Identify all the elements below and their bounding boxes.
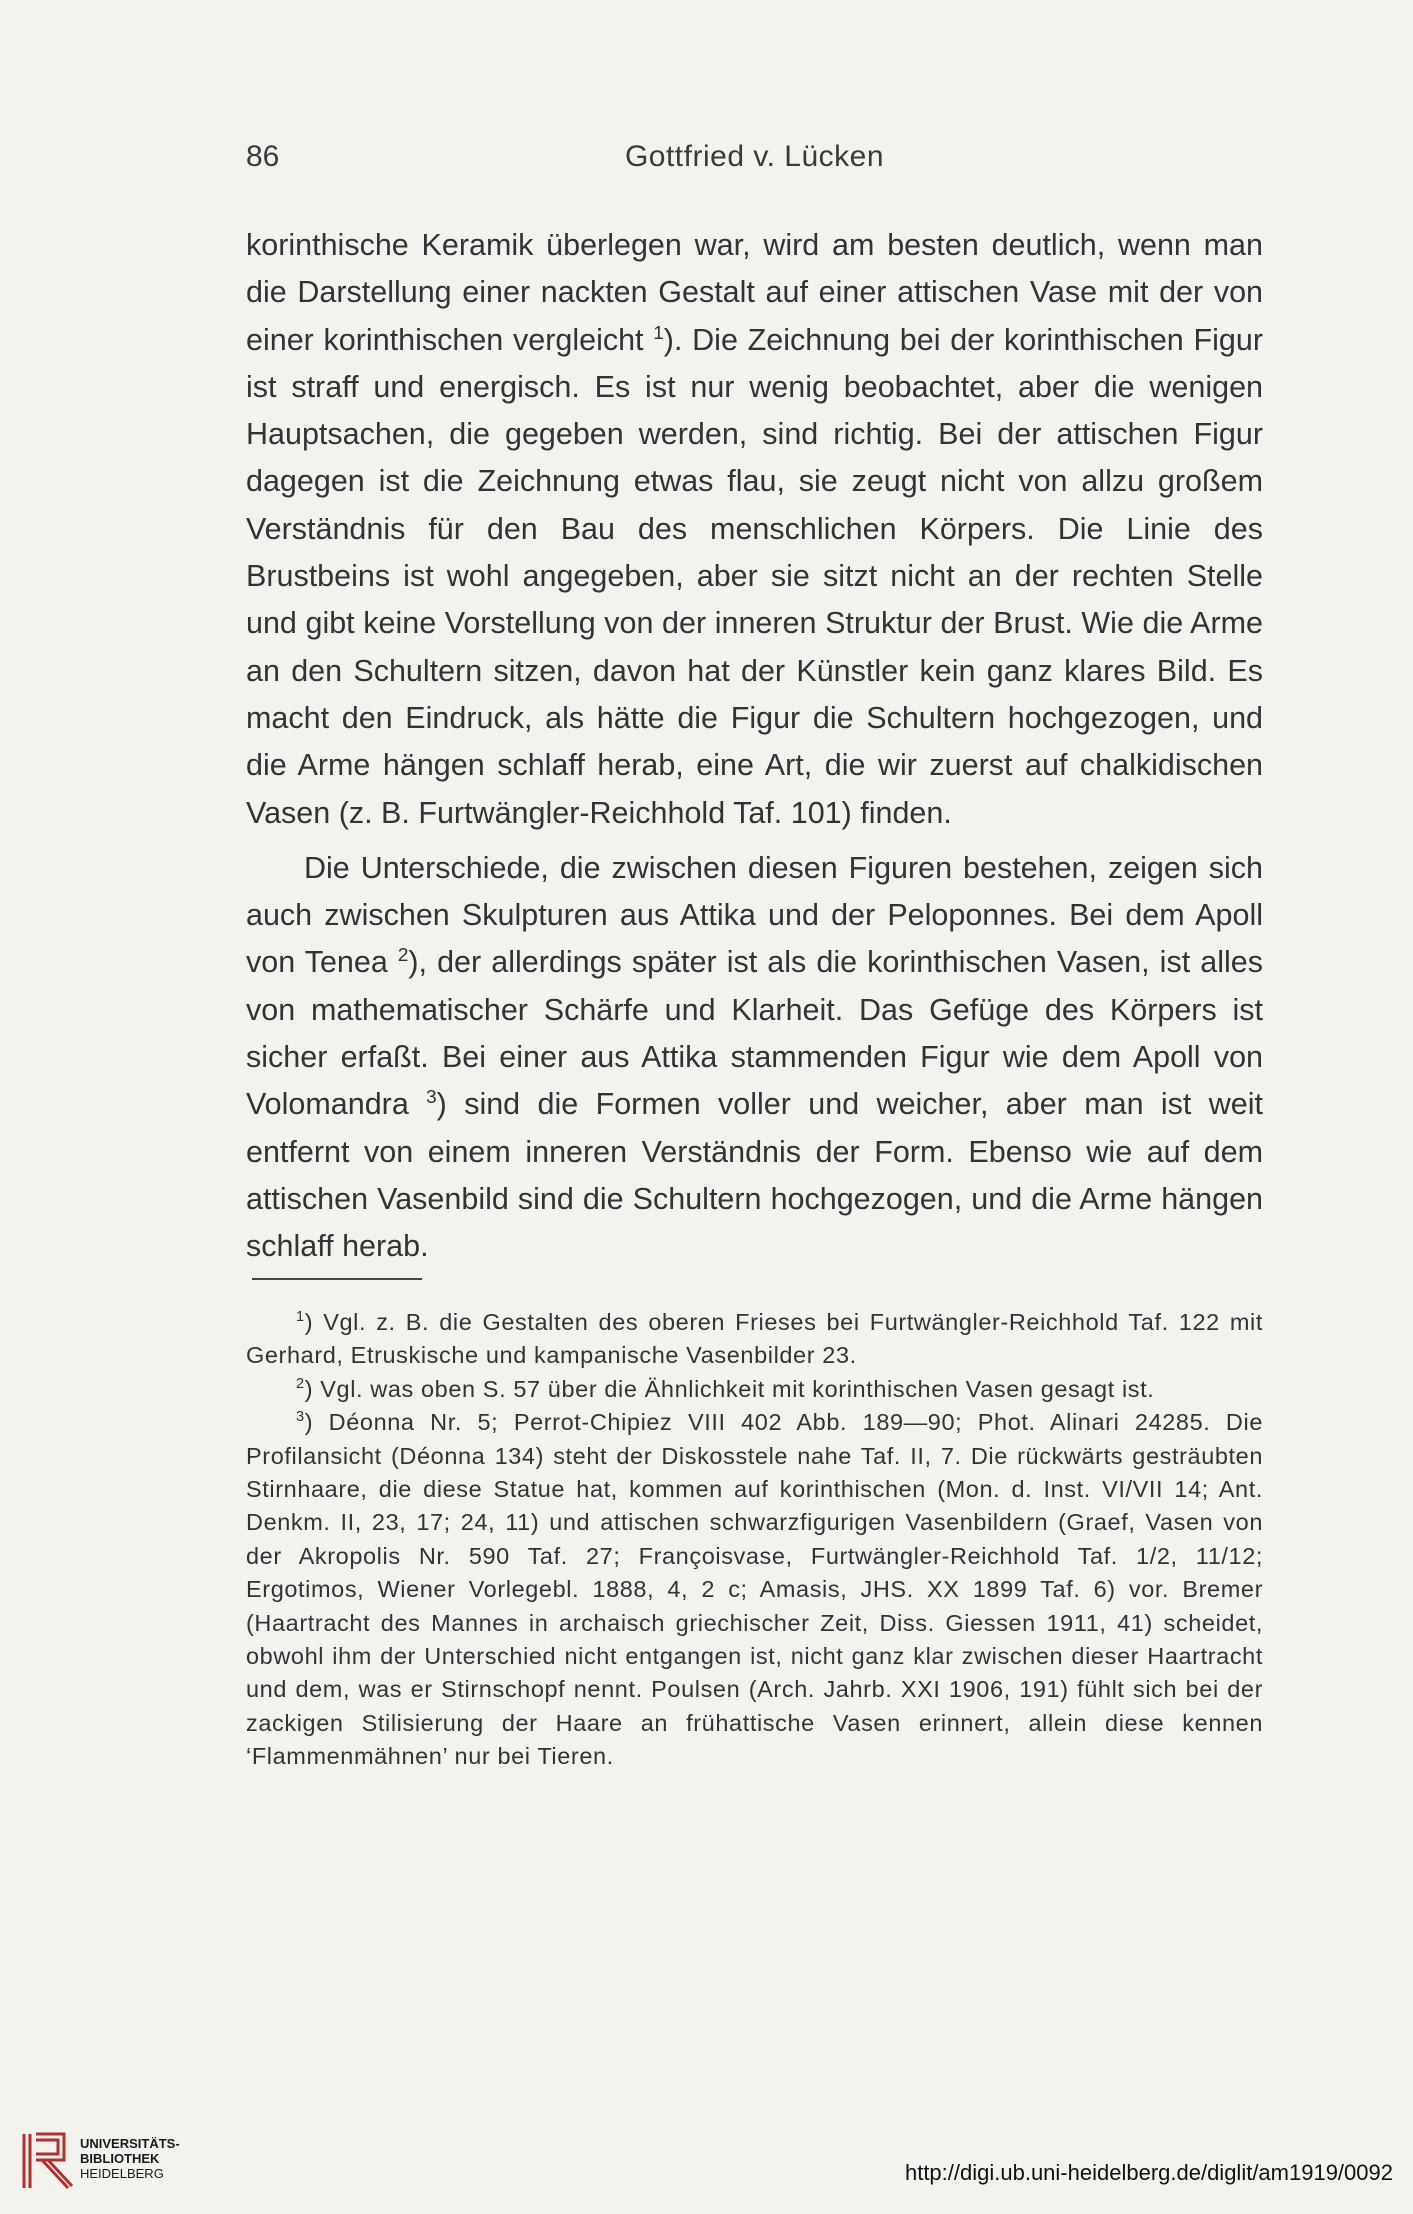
paragraph-2-text-b: ), der allerdings später ist als die korinthischen Vasen, ist alles von mathematischer Schärfe und Klarheit. Das Gefüge des Körpers ist sicher erfaßt. Bei einer aus Attika stammenden Figur wie dem Apoll von Volomandra	[246, 945, 1263, 1122]
footnote-ref-2[interactable]: 2	[397, 945, 409, 967]
footnote-mark: 1	[296, 1309, 305, 1326]
paragraph-2-text-c: ) sind die Formen voller und weicher, aber man ist weit entfernt von einem inneren Verständnis der Form. Ebenso wie auf dem attischen Vasenbild sind die Schultern hochgezogen, und die Arme hängen schlaff herab.	[246, 1087, 1264, 1264]
footnote-text: ) Déonna Nr. 5; Perrot-Chipiez VIII 402 Abb. 189—90; Phot. Alinari 24285. Die Profilansicht (Déonna 134) steht der Diskosstele nahe Taf. II, 7. Die rückwärts gesträubten Stirnhaare, die diese Statue hat, kommen auf korinthischen (Mon. d. Inst. VI/VII 14; Ant. Denkm. II, 23, 17; 24, 11) und attischen schwarzfigurigen Vasenbildern (Graef, Vasen von der Akropolis Nr. 590 Taf. 27; Françoisvase, Furtwängler-Reichhold Taf. 1/2, 11/12; Ergotimos, Wiener Vorlegebl. 1888, 4, 2 c; Amasis, JHS. XX 1899 Taf. 6) vor. Bremer (Haartracht des Mannes in archaisch griechischer Zeit, Diss. Giessen 1911, 41) scheidet, obwohl ihm der Unterschied nicht entgangen ist, nicht ganz klar zwischen dieser Haartracht und dem, was er Stirnschopf nennt. Poulsen (Arch. Jahrb. XXI 1906, 191) fühlt sich bei der zackigen Stilisierung der Haare an frühattische Vasen erinnert, allein diese kennen ‘Flammenmähnen’ nur bei Tieren.	[246, 1409, 1263, 1770]
footnote-mark: 2	[296, 1375, 305, 1392]
library-logo-text	[80, 2136, 180, 2181]
footnote-2	[246, 1373, 1263, 1406]
footnote-text: ) Vgl. was oben S. 57 über die Ähnlichkeit mit korinthischen Vasen gesagt ist.	[304, 1375, 1155, 1402]
footnote-mark: 3	[296, 1409, 305, 1426]
library-logo-icon	[18, 2130, 74, 2192]
main-text	[246, 222, 1263, 1271]
footnote-1	[246, 1306, 1263, 1373]
footnotes	[246, 1306, 1263, 1774]
page-number: 86	[246, 140, 280, 173]
logo-line-1: UNIVERSITÄTS-	[80, 2136, 180, 2151]
paragraph-1-text-a: korinthische Keramik überlegen war, wird am besten deutlich, wenn man die Darstellung einer nackten Gestalt auf einer attischen Vase mit der von einer korinthischen vergleicht	[246, 228, 1263, 357]
library-logo[interactable]	[18, 2130, 208, 2192]
footnote-text: ) Vgl. z. B. die Gestalten des oberen Frieses bei Furtwängler-Reichhold Taf. 122 mit Gerhard, Etruskische und kampanische Vasenbilder 23.	[246, 1309, 1263, 1369]
paragraph-1	[246, 222, 1263, 837]
paragraph-1-text-b: ). Die Zeichnung bei der korinthischen Figur ist straff und energisch. Es ist nur wenig beobachtet, aber die wenigen Hauptsachen, die gegeben werden, sind richtig. Bei der attischen Figur dagegen ist die Zeichnung etwas flau, sie zeugt nicht von allzu großem Verständnis für den Bau des menschlichen Körpers. Die Linie des Brustbeins ist wohl angegeben, aber sie sitzt nicht an der rechten Stelle und gibt keine Vorstellung von der inneren Struktur der Brust. Wie die Arme an den Schultern sitzen, davon hat der Künstler kein ganz klares Bild. Es macht den Eindruck, als hätte die Figur die Schultern hochgezogen, und die Arme hängen schlaff herab, eine Art, die wir zuerst auf chalkidischen Vasen (z. B. Furtwängler-Reichhold Taf. 101) finden.	[246, 322, 1263, 830]
paragraph-2	[246, 845, 1263, 1271]
source-url[interactable]: http://digi.ub.uni-heidelberg.de/diglit/am1919/0092	[904, 2160, 1393, 2185]
logo-line-3: HEIDELBERG	[80, 2166, 164, 2181]
logo-line-2: BIBLIOTHEK	[80, 2151, 160, 2166]
footnote-separator	[252, 1278, 422, 1280]
running-title: Gottfried v. Lücken	[624, 140, 885, 173]
footnote-3	[246, 1406, 1263, 1773]
footnote-ref-3[interactable]: 3	[426, 1087, 437, 1109]
paragraph-2-text-a: Die Unterschiede, die zwischen diesen Figuren bestehen, zeigen sich auch zwischen Skulpturen aus Attika und der Peloponnes. Bei dem Apoll von Tenea	[246, 850, 1263, 980]
footnote-ref-1[interactable]: 1	[653, 322, 664, 344]
